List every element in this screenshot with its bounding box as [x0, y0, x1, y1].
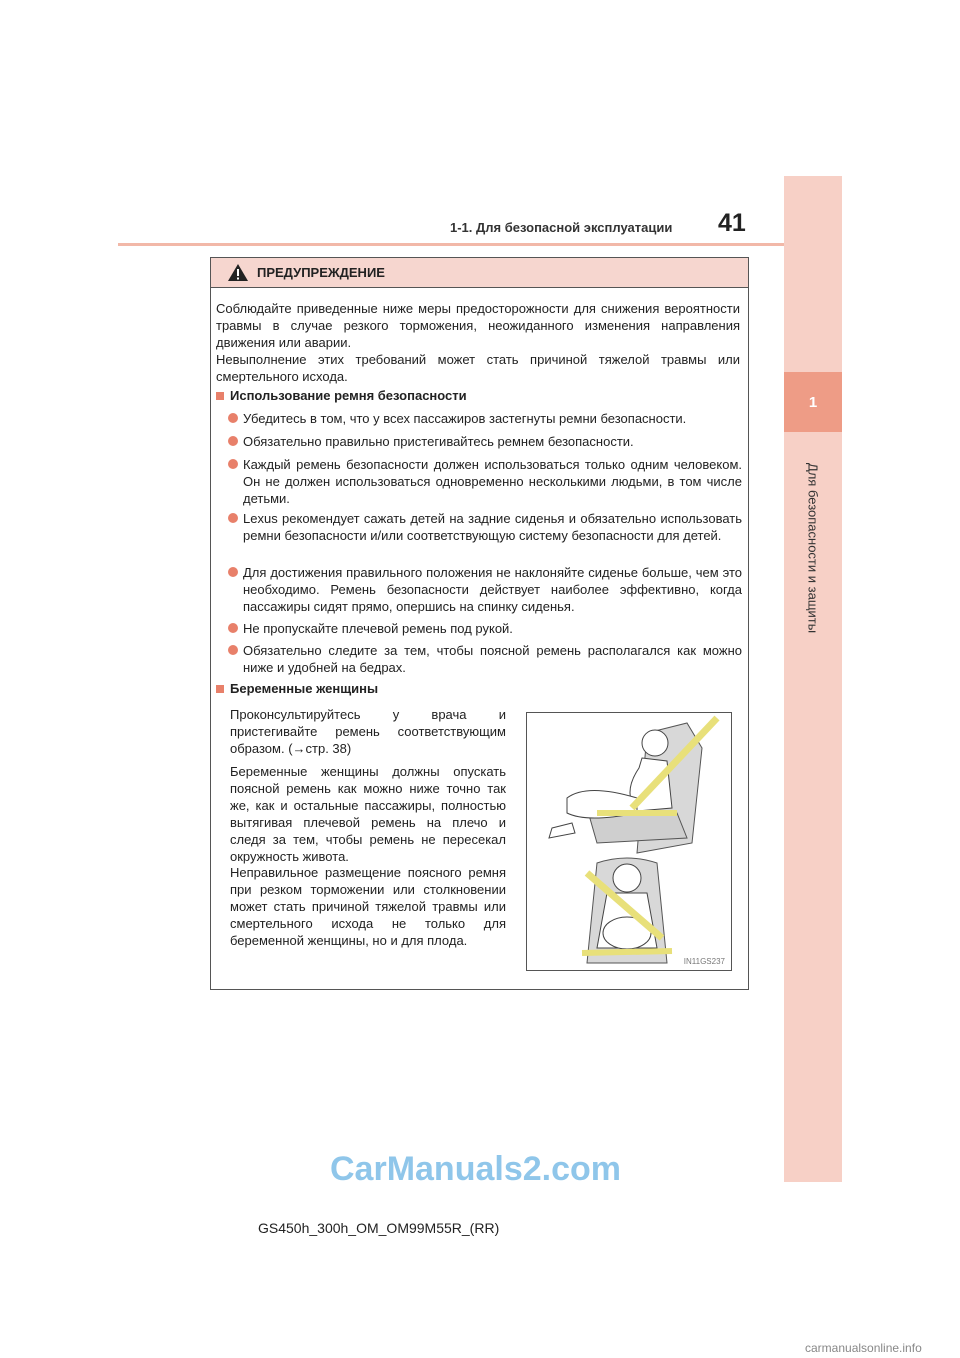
- bullet-text: Для достижения правильного положения не наклоняйте сиденье больше, чем это необходимо. Ремень безопасности действует наиболее эффективно, когда пассажиры сидят прямо, опершись на спинку сиденья.: [243, 565, 742, 614]
- chapter-label: Для безопасности и защиты: [805, 462, 821, 634]
- document-code: GS450h_300h_OM_OM99M55R_(RR): [258, 1220, 500, 1236]
- bullet-item: [228, 564, 742, 615]
- bullet-item: [228, 642, 742, 676]
- warning-triangle-icon: [227, 263, 249, 282]
- pregnant-para-3: Неправильное размещение поясного ремня при резком торможении или столкновении может стать причиной тяжелой травмы или смертельного исхода не только для беременной женщины, но и для плода.: [230, 865, 506, 948]
- section-heading-text: Беременные женщины: [230, 681, 379, 696]
- warning-intro: Соблюдайте приведенные ниже меры предосторожности для снижения вероятности травмы в случае резкого торможения, неожиданного изменения направления движения или аварии.: [216, 301, 740, 350]
- bullet-item: [228, 410, 742, 427]
- pregnant-para-2: Беременные женщины должны опускать поясной ремень как можно ниже точно так же, как и остальные пассажиры, полностью вытягивая плечевой ремень на плечо и следя за тем, чтобы ремень не пересекал окружность живота.: [230, 764, 506, 864]
- watermark-site: carmanualsonline.info: [805, 1341, 922, 1355]
- bullet-item: [228, 433, 742, 450]
- chapter-side-strip: [784, 176, 842, 1182]
- round-bullet-icon: [228, 513, 238, 523]
- warning-header: [211, 258, 748, 288]
- bullet-item: [228, 456, 742, 507]
- bullet-text: Убедитесь в том, что у всех пассажиров застегнуты ремни безопасности.: [243, 411, 687, 426]
- seatbelt-drawing: [527, 713, 731, 970]
- bullet-text: Обязательно правильно пристегивайтесь ремнем безопасности.: [243, 434, 634, 449]
- page-number: 41: [718, 209, 746, 237]
- section-title: 1-1. Для безопасной эксплуатации: [450, 220, 673, 235]
- section-heading-pregnant: [216, 681, 378, 696]
- illustration-code: IN11GS237: [683, 957, 725, 966]
- bullet-item: [228, 620, 742, 637]
- chapter-tab: [784, 372, 842, 432]
- warning-intro-consequence: Невыполнение этих требований может стать причиной тяжелой травмы или смертельного исхода.: [216, 352, 740, 384]
- bullet-item: [228, 510, 742, 544]
- round-bullet-icon: [228, 436, 238, 446]
- watermark-logo: CarManuals2.com: [330, 1150, 621, 1188]
- bullet-text: Не пропускайте плечевой ремень под рукой.: [243, 621, 513, 636]
- round-bullet-icon: [228, 459, 238, 469]
- round-bullet-icon: [228, 413, 238, 423]
- round-bullet-icon: [228, 645, 238, 655]
- pregnant-seatbelt-illustration: [526, 712, 732, 971]
- bullet-text: Обязательно следите за тем, чтобы поясной ремень располагался как можно ниже и удобней на бедрах.: [243, 643, 742, 675]
- square-bullet-icon: [216, 392, 224, 400]
- square-bullet-icon: [216, 685, 224, 693]
- section-heading-text: Использование ремня безопасности: [230, 388, 467, 403]
- warning-title: ПРЕДУПРЕЖДЕНИЕ: [257, 265, 385, 280]
- round-bullet-icon: [228, 567, 238, 577]
- header-divider: [118, 243, 784, 246]
- pregnant-para-1: Проконсультируйтесь у врача и пристегивайте ремень соответствующим образом. (→стр. 38): [230, 707, 506, 756]
- round-bullet-icon: [228, 623, 238, 633]
- chapter-number: 1: [808, 393, 818, 411]
- bullet-text: Каждый ремень безопасности должен использоваться только одним человеком. Он не должен использоваться одновременно несколькими людьми, в том числе детьми.: [243, 457, 742, 506]
- bullet-text: Lexus рекомендует сажать детей на задние сиденья и обязательно использовать ремни безопасности и/или соответствующую систему безопасности для детей.: [243, 511, 742, 543]
- section-heading-seatbelt: [216, 388, 467, 403]
